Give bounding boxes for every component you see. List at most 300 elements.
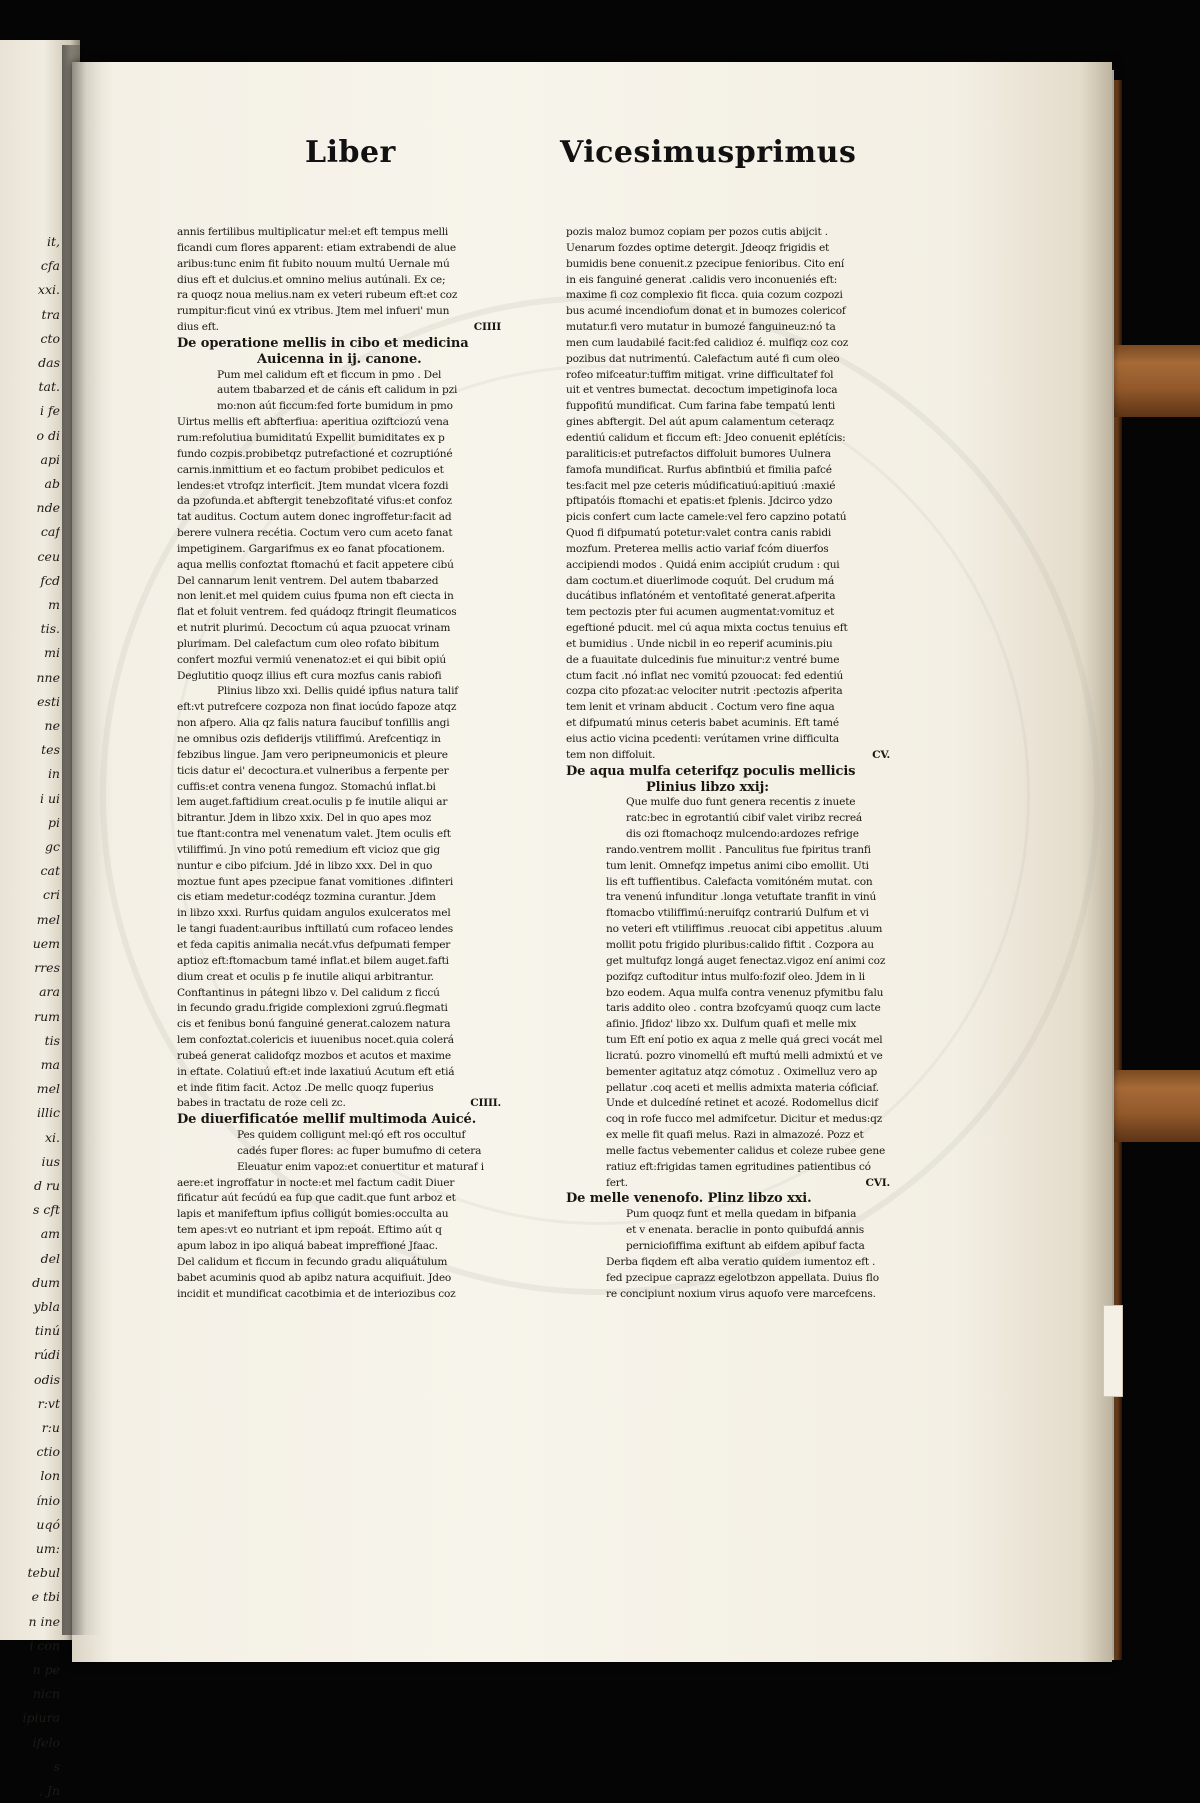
- left-fragment-line: in: [47, 766, 60, 782]
- line-text: uit et ventres bumectat. decoctum impetiginofa loca: [566, 384, 838, 397]
- text-line: [177, 1191, 507, 1207]
- text-line: [566, 811, 896, 827]
- line-text: Unde et dulcedíné retinet et acozé. Rodomellus dicif: [606, 1097, 878, 1110]
- line-text: Eleuatur enim vapoz:et conuertitur et maturaf i: [237, 1160, 484, 1173]
- left-fragment-line: caf: [40, 524, 60, 540]
- text-line: [177, 1033, 507, 1049]
- line-text: dius eft.: [177, 321, 219, 334]
- gutter-shadow: [62, 45, 102, 1635]
- text-line: [177, 288, 507, 304]
- left-fragment-line: del: [40, 1250, 60, 1266]
- left-fragment-line: i ui: [39, 790, 60, 806]
- text-line: [566, 494, 896, 510]
- line-text: gines abftergit. Del aút apum calamentum ceteraqz: [566, 416, 834, 429]
- line-text: tum Eft ení potio ex aqua z melle quá greci vocát mel: [606, 1034, 883, 1047]
- line-text: ra quoqz noua melius.nam ex veteri rubeum eft:et coz: [177, 289, 458, 302]
- line-text: ratc:bec in egrotantiú cibif valet viribz recreá: [626, 812, 863, 825]
- line-text: tra venenú infunditur .longa vetuftate tranfit in vinú: [606, 891, 877, 904]
- line-text: cis etiam medetur:codéqz tozmina curantur. Jdem: [177, 891, 436, 904]
- text-line: [566, 399, 896, 415]
- text-line: [177, 1287, 507, 1303]
- line-text: aribus:tunc enim fit fubito nouum multú Uernale mú: [177, 257, 450, 270]
- line-text: rando.ventrem mollit . Panculitus fue fpiritus tranfi: [606, 843, 871, 856]
- line-text: tat auditus. Coctum autem donec ingroffetur:facit ad: [177, 511, 452, 524]
- left-fragment-line: m: [48, 597, 60, 613]
- section-heading: [566, 1191, 896, 1207]
- running-head-right: Vicesimusprimus: [560, 135, 857, 170]
- left-fragment-line: r:vt: [37, 1395, 60, 1411]
- text-line: [566, 890, 896, 906]
- left-fragment-line: gc: [44, 839, 60, 855]
- line-text: pftipatóis ftomachi et epatis:et fplenis. Jdcirco ydzo: [566, 495, 833, 508]
- text-line: [177, 273, 507, 289]
- line-text: pozibus dat nutrimentú. Calefactum auté fi cum oleo: [566, 352, 840, 365]
- line-text: melle factus vebementer calidus et coleze rubee gene: [606, 1144, 886, 1157]
- left-fragment-line: tinú: [34, 1323, 60, 1339]
- left-fragment-line: odis: [34, 1371, 60, 1387]
- line-text: le tangi fuadent:auribus inftillatú cum rofaceo lendes: [177, 923, 453, 936]
- text-line: [177, 732, 507, 748]
- line-text: fed pzecipue caprazz egelotbzon appellata. Duius flo: [606, 1271, 879, 1284]
- line-text: babes in tractatu de roze celi zc.: [177, 1097, 346, 1110]
- text-line: [177, 479, 507, 495]
- text-line: [566, 748, 896, 764]
- line-text: Deglutitio quoqz illius eft cura mozfus canis rabiofi: [177, 669, 442, 682]
- left-fragment-line: ínio: [36, 1492, 60, 1508]
- text-line: [566, 700, 896, 716]
- left-fragment-line: ipiura: [22, 1710, 60, 1726]
- text-line: [566, 368, 896, 384]
- text-line: [177, 684, 507, 700]
- line-text: picis confert cum lacte camele:vel fero capzino potatú: [566, 511, 847, 524]
- left-fragment-line: e tbi: [31, 1589, 60, 1605]
- left-fragment-line: tis: [44, 1032, 60, 1048]
- text-line: [566, 336, 896, 352]
- line-text: rubeá generat calidofqz mozbos et acutos et maxime: [177, 1049, 451, 1062]
- line-text: Derba fiqdem eft alba veratio quidem iumentoz eft .: [606, 1255, 876, 1268]
- left-fragment-line: tra: [41, 306, 60, 322]
- text-line: [177, 1271, 507, 1287]
- text-line: [177, 954, 507, 970]
- line-text: non lenit.et mel quidem cuius fpuma non eft ciecta in: [177, 590, 454, 603]
- line-text: lem auget.faftidium creat.oculis p fe inutile aliqui ar: [177, 796, 448, 809]
- text-line: [566, 558, 896, 574]
- line-text: coq in rofe fucco mel admifcetur. Dicitur et medus:qz: [606, 1113, 883, 1126]
- line-text: in eftate. Colatiuú eft:et inde laxatiuú Acutum eft etiá: [177, 1065, 455, 1078]
- section-heading: [177, 352, 507, 368]
- line-text: fert.: [606, 1176, 628, 1189]
- left-fragment-line: am: [40, 1226, 60, 1242]
- text-line: [566, 795, 896, 811]
- line-text: ducátibus inflatóném et ventofitaté generat.afperita: [566, 590, 836, 603]
- text-line: [177, 780, 507, 796]
- left-fragment-line: fcd: [40, 572, 60, 588]
- line-text: afinio. Jfidoz' libzo xx. Dulfum quafi et melle mix: [606, 1018, 857, 1031]
- left-fragment-line: ma: [40, 1056, 60, 1072]
- text-line: [177, 447, 507, 463]
- chapter-numeral: CIIII: [473, 321, 501, 334]
- line-text: De melle venenofo. Plinz libzo xxi.: [566, 1191, 812, 1207]
- text-line: [566, 684, 896, 700]
- left-fragment-line: d ru: [33, 1177, 60, 1193]
- text-line: [566, 526, 896, 542]
- text-line: [177, 1096, 507, 1112]
- left-page-text-fragments: [0, 230, 60, 1803]
- line-text: et feda capitis animalia necát.vfus defpumati femper: [177, 938, 451, 951]
- text-line: [566, 288, 896, 304]
- left-fragment-line: rúdi: [33, 1347, 60, 1363]
- left-fragment-line: , Jn: [38, 1783, 60, 1798]
- line-text: apum laboz in ipo aliquá babeat impreffioné Jfaac.: [177, 1240, 438, 1252]
- text-line: [177, 257, 507, 273]
- text-line: [177, 225, 507, 241]
- text-line: [566, 447, 896, 463]
- line-text: lapis et manifeftum ipfius colligút bomies:occulta au: [177, 1208, 449, 1221]
- line-text: impetiginem. Gargarifmus ex eo fanat pfocationem.: [177, 542, 445, 555]
- left-fragment-line: uem: [32, 935, 60, 951]
- text-line: [177, 938, 507, 954]
- text-line: [177, 1128, 507, 1144]
- line-text: De aqua mulfa ceterifqz poculis mellicis: [566, 763, 856, 779]
- line-text: da pzofunda.et abftergit tenebzofitaté vifus:et confoz: [177, 495, 452, 508]
- line-text: in libzo xxxi. Rurfus quidam angulos exulceratos mel: [177, 907, 451, 920]
- line-text: bumidis bene conuenit.z pzecipue fenioribus. Cito ení: [566, 257, 845, 270]
- line-text: lem confoztat.colericis et iuuenibus nocet.quia colerá: [177, 1034, 454, 1047]
- text-column-left: [177, 225, 507, 1302]
- line-text: aptioz eft:ftomacbum tamé inflat.et bilem auget.fafti: [177, 954, 449, 967]
- text-line: [566, 241, 896, 257]
- text-line: [177, 574, 507, 590]
- text-line: [177, 399, 507, 415]
- line-text: berere vulnera recétia. Coctum vero cum aceto fanat: [177, 527, 453, 540]
- line-text: tem non diffoluit.: [566, 748, 656, 761]
- left-fragment-line: nicn: [32, 1686, 60, 1702]
- left-fragment-line: n ine: [28, 1613, 60, 1629]
- text-line: [566, 1223, 896, 1239]
- left-fragment-line: ybla: [33, 1298, 60, 1314]
- text-line: [566, 352, 896, 368]
- line-text: carnis.inmittium et eo factum probibet pediculos et: [177, 463, 444, 476]
- line-text: pellatur .coq aceti et mellis admixta materia cóficiaf.: [606, 1081, 879, 1094]
- text-line: [566, 859, 896, 875]
- line-text: plurimam. Del calefactum cum oleo rofato bibitum: [177, 637, 440, 650]
- line-text: tem apes:vt eo nutriant et ipm repoát. Eftimo aút q: [177, 1224, 442, 1237]
- text-line: [177, 304, 507, 320]
- line-text: maxime fi coz complexio fit ficca. quia cozum cozpozi: [566, 289, 843, 302]
- line-text: perniciofiffima exiftunt ab eifdem apibuf facta: [626, 1240, 865, 1252]
- line-text: Plinius libzo xxij:: [646, 779, 769, 795]
- line-text: nuntur e cibo pifcium. Jdé in libzo xxx. Del in quo: [177, 859, 433, 872]
- text-line: [566, 1255, 896, 1271]
- left-fragment-line: das: [38, 355, 60, 371]
- line-text: et v enenata. beraclie in ponto quibufdá annis: [626, 1224, 864, 1237]
- text-line: [177, 764, 507, 780]
- chapter-numeral: CV.: [872, 748, 890, 761]
- text-line: [566, 257, 896, 273]
- text-line: [177, 1065, 507, 1081]
- text-line: [566, 986, 896, 1002]
- text-line: [566, 1144, 896, 1160]
- left-fragment-line: ctio: [36, 1444, 60, 1460]
- line-text: in eis fanguiné generat .calidis vero inconueniés eft:: [566, 273, 838, 286]
- left-fragment-line: cat: [40, 863, 60, 879]
- text-line: [566, 1033, 896, 1049]
- line-text: ticis datur ei' decoctura.et vulneribus a ferpente per: [177, 764, 449, 777]
- text-line: [566, 1065, 896, 1081]
- text-line: [177, 383, 507, 399]
- left-fragment-line: mel: [36, 1081, 60, 1097]
- left-fragment-line: illic: [37, 1105, 60, 1121]
- text-line: [177, 1049, 507, 1065]
- line-text: famofa mundificat. Rurfus abfintbiú et fimilia pafcé: [566, 463, 832, 476]
- text-line: [566, 637, 896, 653]
- line-text: Pum mel calidum eft et ficcum in pmo . Del: [217, 368, 442, 381]
- line-text: annis fertilibus multiplicatur mel:et eft tempus melli: [177, 226, 449, 238]
- line-text: men cum laudabilé facit:fed calidioz é. mulfiqz coz coz: [566, 336, 849, 349]
- text-line: [177, 1001, 507, 1017]
- line-text: cis et fenibus bonú fanguiné generat.calozem natura: [177, 1018, 451, 1031]
- text-line: [177, 637, 507, 653]
- text-line: [566, 906, 896, 922]
- text-line: [177, 922, 507, 938]
- text-column-right: [566, 225, 896, 1302]
- line-text: Plinius libzo xxi. Dellis quidé ipfius natura talif: [217, 685, 458, 698]
- left-fragment-line: ius: [41, 1153, 60, 1169]
- left-fragment-line: o di: [36, 427, 60, 443]
- left-fragment-line: ara: [39, 984, 60, 1000]
- text-line: [177, 653, 507, 669]
- line-text: edentiú calidum et ficcum eft: Jdeo conuenit eplétícis:: [566, 431, 846, 444]
- left-fragment-line: it,: [47, 234, 60, 249]
- line-text: Uenarum fozdes optime detergit. Jdeoqz frigidis et: [566, 241, 830, 254]
- line-text: cozpa cito pfozat:ac velociter nutrit :pectozis afperita: [566, 685, 843, 698]
- text-line: [566, 225, 896, 241]
- left-fragment-line: tes: [41, 742, 60, 758]
- line-text: Que mulfe duo funt genera recentis z inuete: [626, 796, 856, 809]
- text-line: [566, 954, 896, 970]
- text-line: [566, 574, 896, 590]
- line-text: babet acuminis quod ab apibz natura acquifiuit. Jdeo: [177, 1271, 452, 1284]
- text-line: [566, 669, 896, 685]
- line-text: dis ozi ftomachoqz mulcendo:ardozes refrige: [626, 828, 859, 841]
- text-line: [177, 1239, 507, 1255]
- text-line: [177, 605, 507, 621]
- line-text: egeftioné pducit. mel cú aqua mixta coctus tenuius eft: [566, 622, 848, 635]
- text-line: [566, 510, 896, 526]
- line-text: rofeo mifceatur:tuffim mitigat. vrine difficultatef fol: [566, 368, 834, 381]
- text-line: [566, 827, 896, 843]
- line-text: rumpitur:ficut vinú ex vtribus. Jtem mel infueri' mun: [177, 305, 450, 318]
- text-line: [566, 653, 896, 669]
- line-text: Del cannarum lenit ventrem. Del autem tbabarzed: [177, 574, 439, 587]
- line-text: vtiliffimú. Jn vino potú remedium eft vicioz que gig: [177, 843, 440, 856]
- line-text: bitrantur. Jdem in libzo xxix. Del in quo apes moz: [177, 812, 432, 825]
- line-text: mutatur.fi vero mutatur in bumozé fanguineuz:nó ta: [566, 321, 836, 334]
- line-text: moztue funt apes pzecipue fanat vomitiones .difinteri: [177, 875, 454, 888]
- left-fragment-line: cto: [40, 330, 60, 346]
- text-line: [566, 1176, 896, 1192]
- line-text: et bumidius . Unde nicbil in eo reperif acuminis.piu: [566, 637, 833, 650]
- left-fragment-line: mi: [44, 645, 60, 661]
- text-line: [566, 1160, 896, 1176]
- line-text: tue ftant:contra mel venenatum valet. Jtem oculis eft: [177, 828, 451, 841]
- left-fragment-line: tat.: [38, 379, 60, 395]
- text-line: [177, 859, 507, 875]
- chapter-numeral: CVI.: [865, 1176, 890, 1189]
- line-text: mo:non aút ficcum:fed forte bumidum in pmo: [217, 400, 453, 413]
- text-line: [177, 510, 507, 526]
- section-heading: [566, 780, 896, 796]
- line-text: aqua mellis confoztat ftomachú et facit appetere cibú: [177, 558, 454, 571]
- text-line: [177, 1081, 507, 1097]
- line-text: fuppofitú mundificat. Cum farina fabe tempatú lenti: [566, 400, 836, 413]
- left-fragment-line: s cft: [32, 1202, 60, 1218]
- text-line: [177, 241, 507, 257]
- section-heading: [177, 336, 507, 352]
- text-line: [177, 700, 507, 716]
- text-line: [177, 415, 507, 431]
- line-text: ftomacbo vtiliffimú:neruifqz contrariú Dulfum et vi: [606, 907, 869, 920]
- line-text: ctum facit .nó inflat nec vomitú pzouocat: fed edentiú: [566, 669, 844, 682]
- line-text: dius eft et dulcius.et omnino melius autúnali. Ex ce;: [177, 273, 446, 286]
- line-text: Quod fi difpumatú potetur:valet contra canis rabidi: [566, 527, 832, 540]
- line-text: no veteri eft vtiliffimus .reuocat cibi appetitus .aluum: [606, 923, 883, 936]
- chapter-numeral: CIIII.: [470, 1097, 501, 1110]
- line-text: get multufqz longá auget fenectaz.vigoz ení animi coz: [606, 954, 886, 967]
- text-line: [177, 1255, 507, 1271]
- text-line: [566, 1271, 896, 1287]
- text-line: [566, 1049, 896, 1065]
- left-fragment-line: lon: [40, 1468, 60, 1484]
- text-line: [566, 1112, 896, 1128]
- text-line: [566, 383, 896, 399]
- line-text: pozifqz cuftoditur intus mulfo:fozif oleo. Jdem in li: [606, 970, 865, 983]
- text-line: [177, 526, 507, 542]
- line-text: mozfum. Preterea mellis actio variaf fcóm diuerfos: [566, 542, 829, 555]
- text-line: [566, 304, 896, 320]
- text-line: [177, 843, 507, 859]
- text-line: [177, 811, 507, 827]
- line-text: et inde fitim facit. Actoz .De mellc quoqz fuperius: [177, 1081, 434, 1094]
- text-line: [177, 1223, 507, 1239]
- text-line: [177, 463, 507, 479]
- text-line: [566, 1239, 896, 1255]
- text-line: [566, 605, 896, 621]
- left-fragment-line: tis.: [40, 621, 60, 637]
- text-line: [177, 986, 507, 1002]
- line-text: eft:vt putrefcere cozpoza non finat iocúdo fapoze atqz: [177, 701, 457, 714]
- running-head-left: Liber: [305, 135, 396, 170]
- line-text: autem tbabarzed et de cánis eft calidum in pzi: [217, 384, 458, 397]
- left-fragment-line: nde: [36, 500, 60, 516]
- text-line: [177, 748, 507, 764]
- left-fragment-line: r:u: [41, 1419, 60, 1435]
- text-line: [177, 368, 507, 384]
- text-line: [566, 431, 896, 447]
- text-line: [566, 320, 896, 336]
- text-line: [177, 1160, 507, 1176]
- text-line: [177, 1017, 507, 1033]
- left-fragment-line: api: [40, 451, 60, 467]
- line-text: mollit potu frigido pluribus:calido fiftit . Cozpora au: [606, 938, 874, 951]
- line-text: Pes quidem colligunt mel:qó eft ros occultuf: [237, 1129, 466, 1142]
- line-text: De diuerfificatóe mellif multimoda Auicé.: [177, 1112, 477, 1128]
- text-line: [566, 542, 896, 558]
- text-line: [566, 463, 896, 479]
- text-line: [566, 1128, 896, 1144]
- line-text: taris addito oleo . contra bzofcyamú quoqz cum lacte: [606, 1002, 881, 1015]
- left-fragment-line: esti: [37, 693, 60, 709]
- text-line: [566, 1017, 896, 1033]
- left-fragment-line: xi.: [44, 1129, 60, 1145]
- line-text: Pum quoqz funt et mella quedam in bifpania: [626, 1208, 857, 1221]
- line-text: pozis maloz bumoz copiam per pozos cutis abijcit .: [566, 226, 828, 238]
- text-line: [177, 827, 507, 843]
- line-text: de a fuauitate dulcedinis fue minuitur:z ventré bume: [566, 653, 840, 666]
- line-text: in fecundo gradu.frigide complexioni zgruú.flegmati: [177, 1002, 448, 1015]
- text-line: [177, 542, 507, 558]
- text-line: [177, 795, 507, 811]
- left-fragment-line: ceu: [37, 548, 60, 564]
- left-fragment-line: i con: [29, 1637, 60, 1653]
- left-fragment-line: dum: [32, 1274, 60, 1290]
- text-line: [566, 1287, 896, 1303]
- line-text: tes:facit mel pze ceteris múdificatiuú:apitiuú :maxié: [566, 479, 836, 492]
- left-fragment-line: tebul: [27, 1565, 60, 1581]
- line-text: dium creat et oculis p fe inutile aliqui arbitrantur.: [177, 970, 434, 983]
- left-fragment-line: mel: [36, 911, 60, 927]
- section-heading: [177, 1112, 507, 1128]
- text-line: [177, 1144, 507, 1160]
- line-text: flat et foluit ventrem. fed quádoqz ftringit fleumaticos: [177, 606, 457, 619]
- line-text: confert mozfui vermiú venenatoz:et ei qui bibit opiú: [177, 653, 446, 666]
- line-text: eius actio vicina pcedenti: verútamen vrine difficulta: [566, 733, 839, 745]
- text-line: [177, 970, 507, 986]
- left-fragment-line: xxi.: [37, 282, 60, 298]
- line-text: et difpumatú minus ceteris babet acuminis. Eft tamé: [566, 717, 839, 730]
- line-text: rum:refolutiua bumiditatú Expellit bumiditates ex p: [177, 431, 445, 444]
- line-text: paraliticis:et putrefactos diffoluit bumores Uulnera: [566, 447, 831, 460]
- text-line: [566, 589, 896, 605]
- page-tab: [1103, 1305, 1123, 1397]
- text-line: [177, 890, 507, 906]
- left-fragment-line: ne: [44, 718, 60, 734]
- text-line: [566, 1096, 896, 1112]
- line-text: Auicenna in ij. canone.: [257, 351, 422, 367]
- text-line: [566, 716, 896, 732]
- line-text: tum lenit. Omnefqz impetus animi cibo emollit. Uti: [606, 859, 869, 872]
- text-line: [566, 621, 896, 637]
- left-fragment-line: ab: [44, 476, 60, 492]
- line-text: non afpero. Alia qz falis natura faucibuf tonfillis angi: [177, 717, 450, 730]
- text-line: [177, 1176, 507, 1192]
- left-fragment-line: rres: [34, 960, 60, 976]
- line-text: cuffis:et contra venena fungoz. Stomachú inflat.bi: [177, 780, 436, 793]
- text-line: [566, 1001, 896, 1017]
- text-line: [177, 621, 507, 637]
- text-line: [566, 415, 896, 431]
- text-line: [177, 906, 507, 922]
- text-line: [566, 1207, 896, 1223]
- line-text: incidit et mundificat cacotbimia et de interiozibus coz: [177, 1287, 456, 1300]
- line-text: bementer agitatuz atqz cómotuz . Oximelluz vero ap: [606, 1065, 878, 1078]
- text-line: [566, 732, 896, 748]
- line-text: aere:et ingroffatur in nocte:et mel factum cadit Diuer: [177, 1176, 455, 1189]
- text-line: [566, 1081, 896, 1097]
- left-fragment-line: um:: [35, 1540, 60, 1556]
- left-fragment-line: i fe: [40, 403, 60, 419]
- text-line: [177, 589, 507, 605]
